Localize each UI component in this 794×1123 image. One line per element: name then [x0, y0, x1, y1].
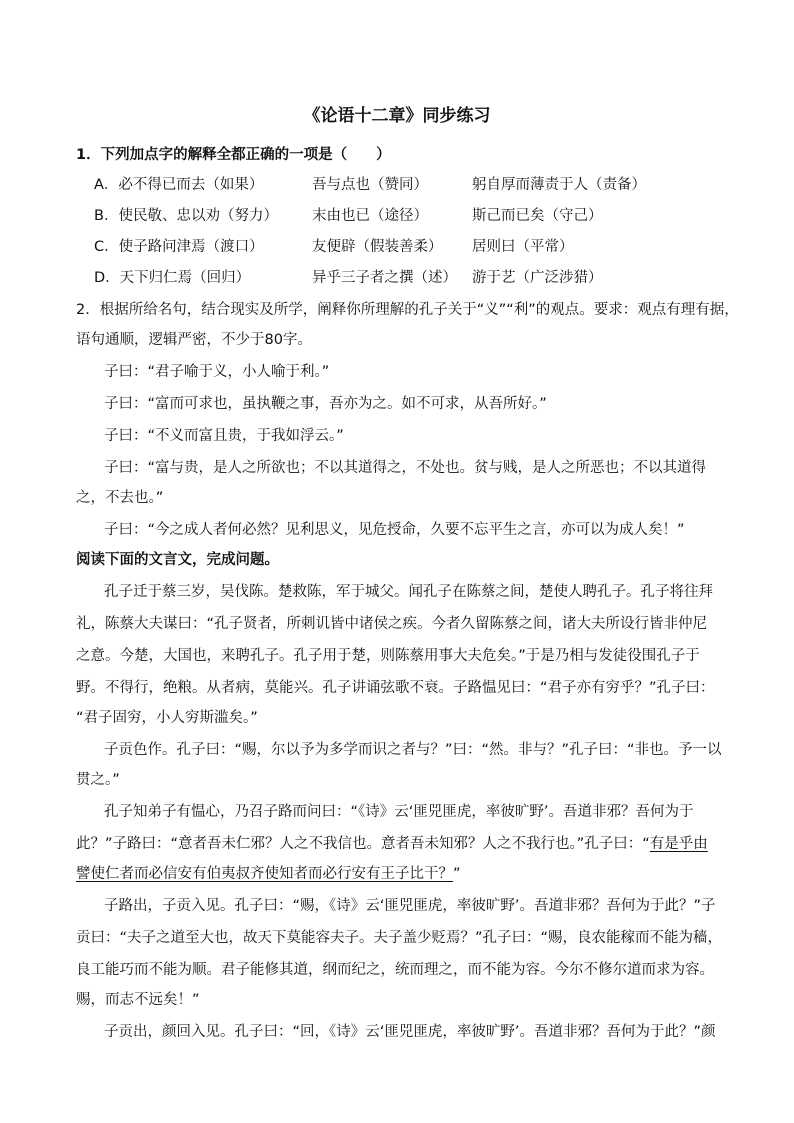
- passage-line: “君子固穷，小人穷斯滥矣。”: [76, 710, 258, 726]
- option-a-label: A．必不得已而去（如果）: [94, 177, 264, 193]
- passage-text: 此？”子路曰：“意者吾未仁邪？人之不我信也。意者吾未知邪？人之不我行也。”孔子曰：“: [76, 836, 650, 852]
- option-c-label: C．使子路问津焉（渡口）: [94, 239, 264, 255]
- question-1-option-a: [0, 175, 794, 195]
- passage-line: 子贡色作。孔子曰：“赐，尔以予为多学而识之者与？”曰：“然。非与？”孔子曰：“非也。予一以: [104, 742, 722, 758]
- underlined-sentence-part-2: 譬使仁者而必信安有伯夷叔齐使知者而必行安有王子比干？: [76, 866, 453, 882]
- passage-line: 贡曰：“夫子之道至大也，故天下莫能容夫子。夫子盖少贬焉？”孔子曰：“赐，良农能稼而不能为穑，: [76, 930, 723, 946]
- passage-line: 之意。今楚，大国也，来聘孔子。孔子用于楚，则陈蔡用事大夫危矣。”于是乃相与发徒役围孔子于: [76, 648, 700, 664]
- quote-3: 子曰：“不义而富且贵，于我如浮云。”: [104, 428, 344, 444]
- passage-line: 子贡出，颜回入见。孔子曰：“回，《诗》云‘匪兕匪虎，率彼旷野’。吾道非邪？吾何为于此？”颜: [104, 1024, 716, 1040]
- passage-line: [76, 834, 736, 854]
- passage-text: ”: [453, 866, 461, 882]
- passage-line: 子路出，子贡入见。孔子曰：“赐，《诗》云‘匪兕匪虎，率彼旷野’。吾道非邪？吾何为于此？”子: [104, 898, 716, 914]
- passage-line: 野。不得行，绝粮。从者病，莫能兴。孔子讲诵弦歌不衰。子路愠见曰：“君子亦有穷乎？”孔子曰：: [76, 680, 715, 696]
- quote-5: 子曰：“今之成人者何必然？见利思义，见危授命，久要不忘平生之言，亦可以为成人矣！”: [104, 522, 685, 538]
- question-2-stem-line-2: 语句通顺，逻辑严密，不少于80字。: [76, 332, 312, 348]
- question-2-stem-line-1: 2．根据所给名句，结合现实及所学，阐释你所理解的孔子关于“义”“利”的观点。要求：观点有理有据，: [76, 302, 739, 318]
- reading-heading: 阅读下面的文言文，完成问题。: [76, 552, 279, 568]
- option-b-label: B．使民敬、忠以劝（努力）: [94, 208, 278, 224]
- page-title: 《论语十二章》同步练习: [303, 106, 491, 126]
- question-1-option-d: [0, 268, 794, 288]
- question-1-option-c: [0, 237, 794, 257]
- option-d-b: 异乎三子者之撰（述）: [312, 270, 457, 286]
- option-b-b: 末由也已（途径）: [312, 208, 428, 224]
- passage-line: 礼，陈蔡大夫谋曰：“孔子贤者，所刺讥皆中诸侯之疾。今者久留陈蔡之间，诸大夫所设行皆非仲尼: [76, 616, 708, 632]
- question-1-stem: 1．下列加点字的解释全都正确的一项是（ ）: [76, 147, 391, 163]
- quote-4-line-2: 之，不去也。”: [76, 490, 164, 506]
- passage-line: [76, 864, 736, 884]
- quote-1: 子曰：“君子喻于义，小人喻于利。”: [104, 364, 330, 380]
- passage-line: 赐，而志不远矣！”: [76, 992, 200, 1008]
- passage-line: 贯之。”: [76, 772, 120, 788]
- option-c-b: 友便辟（假装善柔）: [312, 239, 443, 255]
- option-d-c: 游于艺（广泛涉猎）: [472, 270, 603, 286]
- quote-2: 子曰：“富而可求也，虽执鞭之事，吾亦为之。如不可求，从吾所好。”: [104, 396, 547, 412]
- option-c-c: 居则曰（平常）: [472, 239, 574, 255]
- passage-line: 孔子知弟子有愠心，乃召子路而问曰：“《诗》云‘匪兕匪虎，率彼旷野’。吾道非邪？吾何为于: [104, 804, 694, 820]
- option-b-c: 斯己而已矣（守己）: [472, 208, 603, 224]
- passage-line: 良工能巧而不能为顺。君子能修其道，纲而纪之，统而理之，而不能为容。今尔不修尔道而求为容。: [76, 962, 714, 978]
- passage-line: 孔子迁于蔡三岁，吴伐陈。楚救陈，军于城父。闻孔子在陈蔡之间，楚使人聘孔子。孔子将往拜: [104, 584, 713, 600]
- quote-4-line-1: 子曰：“富与贵，是人之所欲也；不以其道得之，不处也。贫与贱，是人之所恶也；不以其道得: [104, 460, 707, 476]
- question-1-option-b: [0, 206, 794, 226]
- option-d-label: D．天下归仁焉（回归）: [94, 270, 251, 286]
- underlined-sentence-part-1: 有是乎由: [649, 836, 708, 852]
- option-a-c: 躬自厚而薄责于人（责备）: [472, 177, 646, 193]
- option-a-b: 吾与点也（赞同）: [312, 177, 428, 193]
